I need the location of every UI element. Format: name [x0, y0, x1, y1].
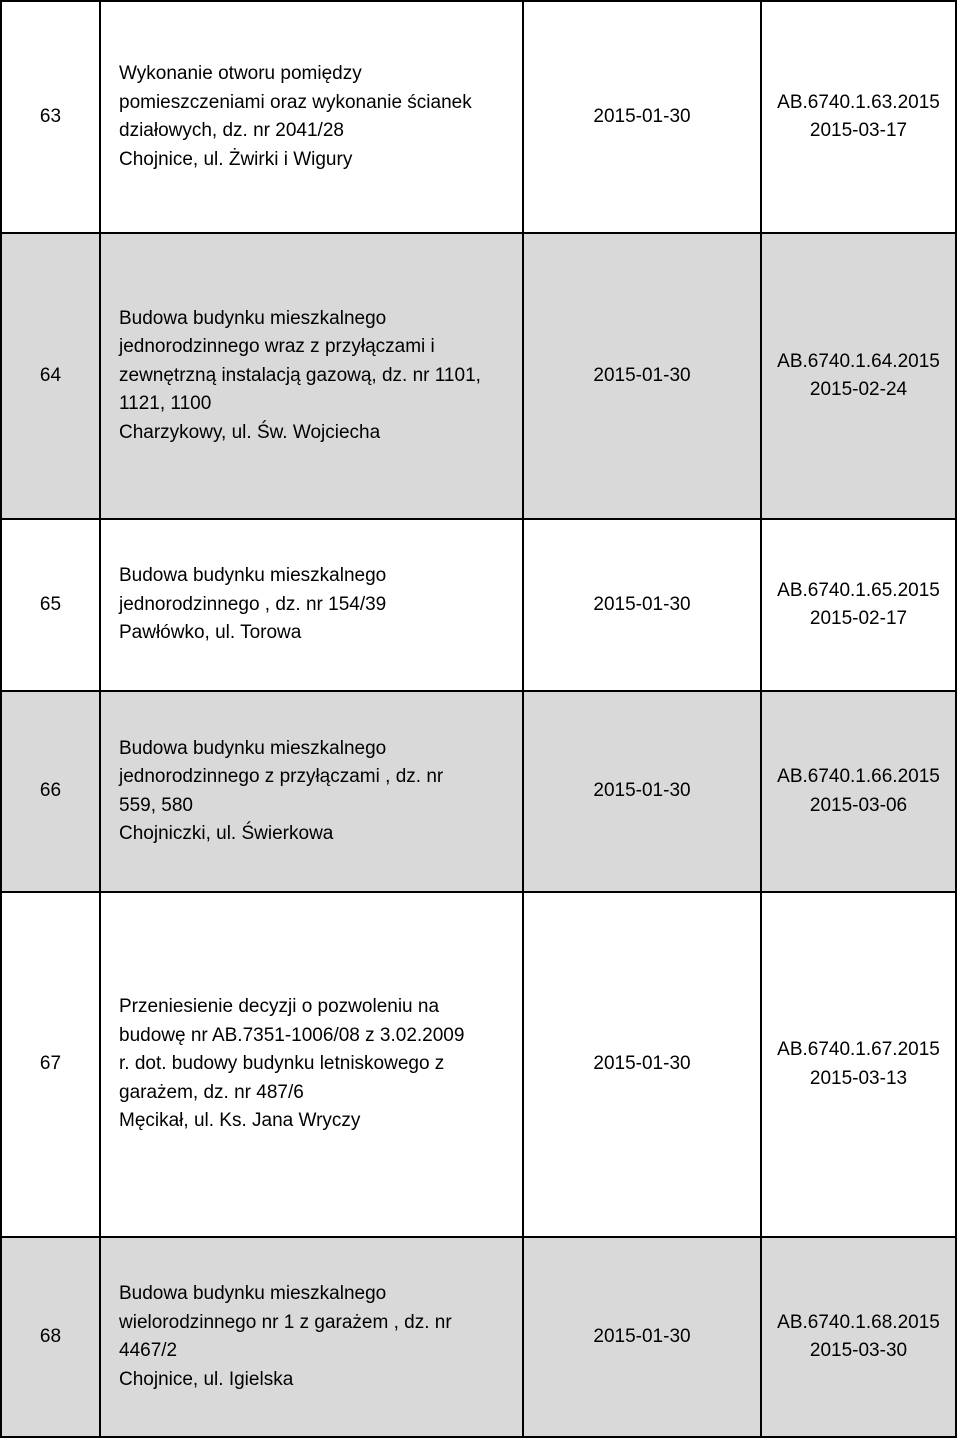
case-date: 2015-02-24: [809, 379, 908, 400]
case-date: 2015-03-06: [809, 794, 908, 816]
row-number: 66: [1, 691, 100, 892]
case-number: AB.6740.1.68.2015: [777, 1311, 940, 1333]
row-case: [761, 691, 956, 892]
description-line: jednorodzinnego wraz z przyłączami i: [119, 336, 435, 358]
description-line: Męcikał, ul. Ks. Jana Wryczy: [119, 1110, 361, 1132]
description-line: Pawłówko, ul. Torowa: [119, 622, 302, 644]
row-description: [100, 519, 523, 691]
description-line: Budowa budynku mieszkalnego: [119, 737, 387, 759]
row-number: 65: [1, 519, 100, 691]
description-line: pomieszczeniami oraz wykonanie ścianek: [119, 91, 472, 113]
row-description: [100, 1237, 523, 1437]
row-description: [100, 233, 523, 519]
case-date: 2015-03-30: [809, 1340, 908, 1361]
case-number: AB.6740.1.66.2015: [777, 766, 940, 787]
row-number: 64: [1, 233, 100, 519]
description-line: budowę nr AB.7351-1006/08 z 3.02.2009: [119, 1024, 465, 1046]
row-number: 63: [1, 1, 100, 233]
case-date: 2015-02-17: [809, 608, 908, 629]
description-line: garażem, dz. nr 487/6: [119, 1081, 304, 1103]
row-case: [761, 892, 956, 1237]
description-line: Chojnice, ul. Żwirki i Wigury: [119, 148, 353, 170]
row-date: 2015-01-30: [523, 1237, 761, 1437]
case-date: 2015-03-17: [809, 120, 908, 141]
row-description: [100, 892, 523, 1237]
description-line: Budowa budynku mieszkalnego: [119, 1283, 387, 1304]
case-date: 2015-03-13: [809, 1067, 908, 1089]
row-date: 2015-01-30: [523, 233, 761, 519]
row-date: 2015-01-30: [523, 1, 761, 233]
row-case: [761, 233, 956, 519]
row-case: [761, 519, 956, 691]
description-line: 559, 580: [119, 794, 193, 816]
row-case: [761, 1237, 956, 1437]
row-number: 68: [1, 1237, 100, 1437]
row-description: [100, 1, 523, 233]
description-line: działowych, dz. nr 2041/28: [119, 120, 344, 141]
table-row: [1, 519, 956, 691]
table-row: [1, 233, 956, 519]
description-line: Chojnice, ul. Igielska: [119, 1368, 294, 1390]
table-row: [1, 892, 956, 1237]
row-date: 2015-01-30: [523, 691, 761, 892]
table-row: [1, 691, 956, 892]
row-case: [761, 1, 956, 233]
description-line: 1121, 1100: [119, 393, 212, 415]
row-number: 67: [1, 892, 100, 1237]
case-number: AB.6740.1.63.2015: [777, 91, 940, 113]
table-row: [1, 1237, 956, 1437]
description-line: Chojniczki, ul. Świerkowa: [119, 823, 334, 844]
row-description: [100, 691, 523, 892]
description-line: zewnętrzną instalacją gazową, dz. nr 1101,: [119, 364, 481, 386]
description-line: jednorodzinnego , dz. nr 154/39: [119, 593, 387, 615]
description-line: Wykonanie otworu pomiędzy: [119, 63, 362, 84]
case-number: AB.6740.1.65.2015: [777, 579, 940, 601]
case-number: AB.6740.1.67.2015: [777, 1039, 940, 1060]
description-line: Budowa budynku mieszkalnego: [119, 307, 387, 329]
description-line: r. dot. budowy budynku letniskowego z: [119, 1053, 445, 1075]
table-row: [1, 1, 956, 233]
description-line: 4467/2: [119, 1340, 178, 1361]
description-line: Charzykowy, ul. Św. Wojciecha: [119, 421, 381, 443]
row-date: 2015-01-30: [523, 892, 761, 1237]
description-line: jednorodzinnego z przyłączami , dz. nr: [119, 766, 444, 787]
row-date: 2015-01-30: [523, 519, 761, 691]
case-number: AB.6740.1.64.2015: [777, 350, 940, 372]
description-line: Przeniesienie decyzji o pozwoleniu na: [119, 996, 440, 1018]
description-line: Budowa budynku mieszkalnego: [119, 565, 387, 587]
description-line: wielorodzinnego nr 1 z garażem , dz. nr: [119, 1311, 452, 1333]
